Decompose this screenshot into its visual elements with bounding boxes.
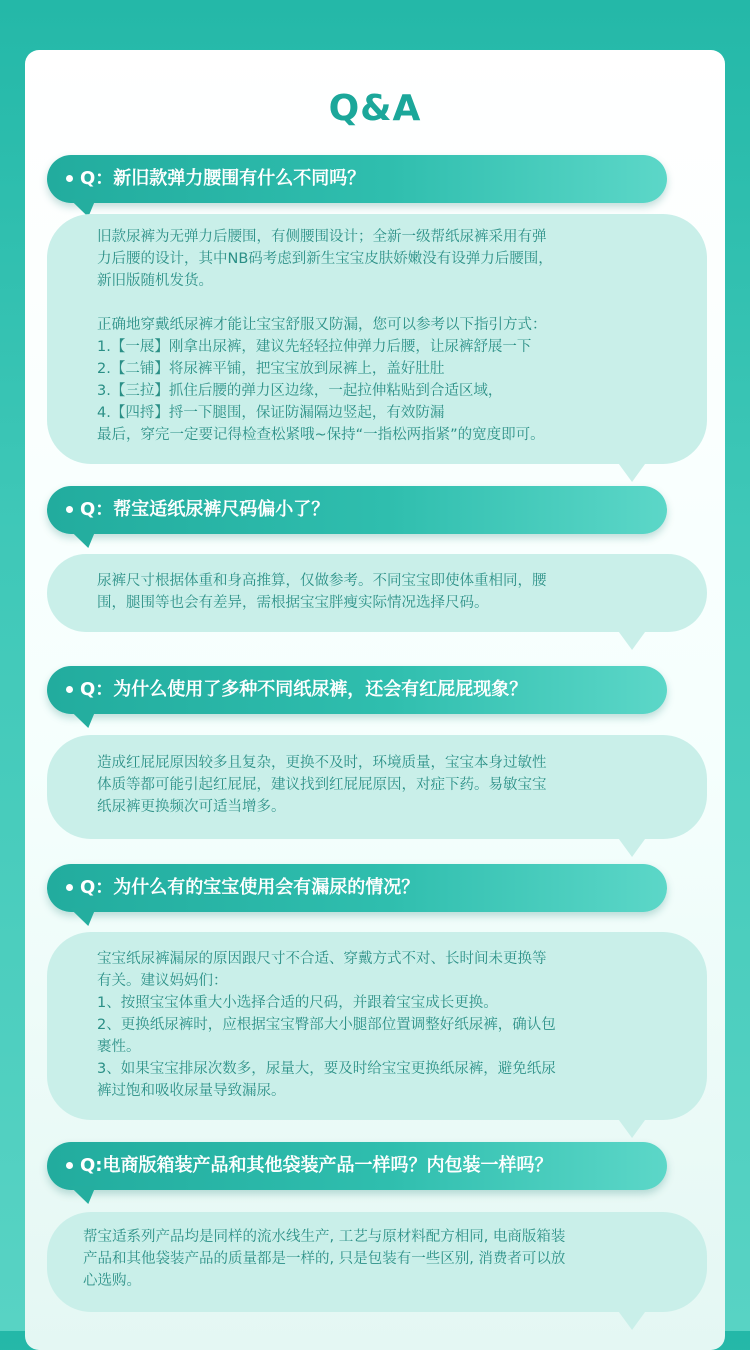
answer-line: 裹性。 bbox=[97, 1039, 141, 1055]
question-text: Q:电商版箱装产品和其他袋装产品一样吗？内包装一样吗？ bbox=[80, 1155, 553, 1176]
question-text: Q：帮宝适纸尿裤尺码偏小了？ bbox=[80, 499, 330, 520]
bullet-dot-icon bbox=[66, 686, 73, 693]
question-text: Q：为什么使用了多种不同纸尿裤，还会有红屁屁现象？ bbox=[80, 679, 528, 700]
question-text: Q：为什么有的宝宝使用会有漏尿的情况？ bbox=[80, 877, 420, 898]
answer-line: 最后，穿完一定要记得检查松紧哦~保持“一指松两指紧”的宽度即可。 bbox=[97, 427, 545, 443]
bubble-tail bbox=[610, 628, 648, 650]
bullet-dot-icon bbox=[66, 506, 73, 513]
answer-text bbox=[97, 752, 667, 818]
answer-line: 尿裤尺寸根据体重和身高推算，仅做参考。不同宝宝即使体重相同，腰 bbox=[97, 573, 547, 589]
bubble-tail bbox=[610, 460, 648, 482]
answer-text bbox=[97, 948, 667, 1102]
answer-text bbox=[97, 570, 667, 614]
bullet-dot-icon bbox=[66, 1162, 73, 1169]
answer-bubble-2 bbox=[47, 554, 707, 632]
bubble-tail bbox=[610, 1308, 648, 1330]
answer-text bbox=[83, 1226, 667, 1292]
question-bubble-5 bbox=[47, 1142, 667, 1190]
answer-line: 1、按照宝宝体重大小选择合适的尺码，并跟着宝宝成长更换。 bbox=[97, 995, 498, 1011]
bubble-tail bbox=[610, 835, 648, 857]
question-bubble-2 bbox=[47, 486, 667, 534]
answer-line: 4.【四捋】捋一下腿围，保证防漏隔边竖起，有效防漏 bbox=[97, 405, 445, 421]
answer-line: 新旧版随机发货。 bbox=[97, 273, 213, 289]
answer-line: 帮宝适系列产品均是同样的流水线生产, 工艺与原材料配方相同, 电商版箱装 bbox=[83, 1229, 566, 1245]
bullet-dot-icon bbox=[66, 884, 73, 891]
answer-line: 正确地穿戴纸尿裤才能让宝宝舒服又防漏，您可以参考以下指引方式： bbox=[97, 317, 547, 333]
question-text: Q：新旧款弹力腰围有什么不同吗？ bbox=[80, 168, 366, 189]
answer-line: 裤过饱和吸收尿量导致漏尿。 bbox=[97, 1083, 286, 1099]
answer-line: 体质等都可能引起红屁屁，建议找到红屁屁原因，对症下药。易敏宝宝 bbox=[97, 777, 547, 793]
answer-bubble-1 bbox=[47, 214, 707, 464]
bubble-tail bbox=[610, 1116, 648, 1138]
answer-line: 3、如果宝宝排尿次数多，尿量大，要及时给宝宝更换纸尿裤，避免纸尿 bbox=[97, 1061, 556, 1077]
answer-line: 2、更换纸尿裤时，应根据宝宝臀部大小腿部位置调整好纸尿裤，确认包 bbox=[97, 1017, 556, 1033]
answer-line: 心选购。 bbox=[83, 1273, 141, 1289]
answer-line: 有关。建议妈妈们： bbox=[97, 973, 228, 989]
answer-line: 宝宝纸尿裤漏尿的原因跟尺寸不合适、穿戴方式不对、长时间未更换等 bbox=[97, 951, 547, 967]
answer-line: 围，腿围等也会有差异，需根据宝宝胖瘦实际情况选择尺码。 bbox=[97, 595, 489, 611]
answer-bubble-4 bbox=[47, 932, 707, 1120]
question-bubble-3 bbox=[47, 666, 667, 714]
answer-line: 造成红屁屁原因较多且复杂，更换不及时，环境质量，宝宝本身过敏性 bbox=[97, 755, 547, 771]
answer-line: 3.【三拉】抓住后腰的弹力区边缘，一起拉伸粘贴到合适区域， bbox=[97, 383, 503, 399]
answer-line: 2.【二铺】将尿裤平铺，把宝宝放到尿裤上，盖好肚肚 bbox=[97, 361, 445, 377]
answer-bubble-3 bbox=[47, 735, 707, 839]
answer-line: 纸尿裤更换频次可适当增多。 bbox=[97, 799, 286, 815]
answer-line: 产品和其他袋装产品的质量都是一样的, 只是包装有一些区别, 消费者可以放 bbox=[83, 1251, 566, 1267]
answer-line: 旧款尿裤为无弹力后腰围，有侧腰围设计；全新一级帮纸尿裤采用有弹 bbox=[97, 229, 547, 245]
answer-line: 1.【一展】刚拿出尿裤，建议先轻轻拉伸弹力后腰，让尿裤舒展一下 bbox=[97, 339, 532, 355]
question-bubble-4 bbox=[47, 864, 667, 912]
question-bubble-1 bbox=[47, 155, 667, 203]
page-title: Q&A bbox=[328, 88, 422, 129]
bullet-dot-icon bbox=[66, 175, 73, 182]
answer-bubble-5 bbox=[47, 1212, 707, 1312]
answer-line: 力后腰的设计，其中NB码考虑到新生宝宝皮肤娇嫩没有设弹力后腰围， bbox=[97, 251, 553, 267]
answer-text bbox=[97, 226, 667, 446]
